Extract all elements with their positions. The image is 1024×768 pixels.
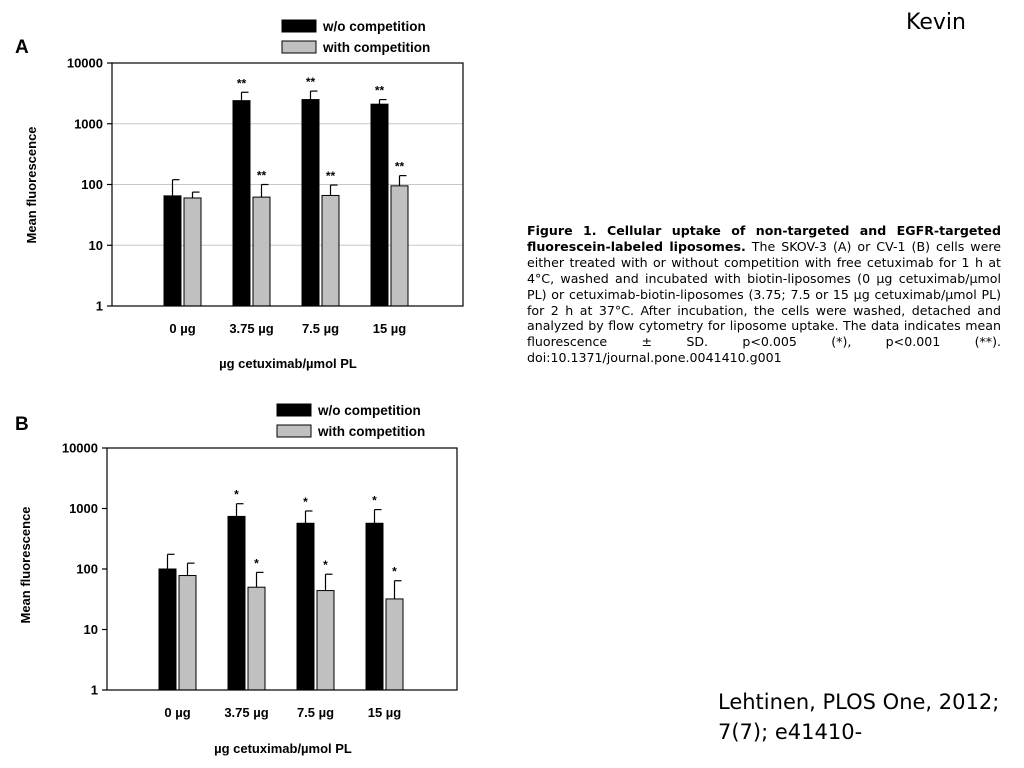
y-tick-label: 100 <box>76 561 98 577</box>
bar <box>233 101 250 306</box>
legend <box>282 19 430 55</box>
x-tick-label: 0 µg <box>169 321 196 336</box>
legend-swatch-series-2 <box>282 41 316 53</box>
significance-label: ** <box>305 75 316 90</box>
x-tick-label: 3.75 µg <box>224 705 269 720</box>
bar <box>366 523 383 690</box>
legend-swatch-series-2 <box>277 425 311 437</box>
bar <box>248 587 265 690</box>
x-tick-label: 0 µg <box>164 705 191 720</box>
bar <box>386 599 403 690</box>
caption-body: The SKOV-3 (A) or CV-1 (B) cells were either treated with or without competition with free cetuximab for 1 h at 4°C, washed and incubated with biotin-liposomes (0 µg cetuximab/µmol PL) or cetuximab-biotin-liposomes (3.75; 7.5 or 15 µg cetuximab/µmol PL) for 2 h at 37°C. After incubation, the cells were washed, detached and analyzed by flow cytometry for liposome uptake. The data indicates mean fluorescence ± SD. p<0.005 (*), p<0.001 (**). doi:10.1371/journal.pone.0041410.g001 <box>527 238 1001 366</box>
significance-label: * <box>234 487 239 502</box>
bar <box>322 195 339 306</box>
y-tick-label: 100 <box>81 177 103 192</box>
significance-label: ** <box>256 168 267 183</box>
bar <box>228 516 245 690</box>
significance-label: ** <box>374 83 385 98</box>
legend-swatch-series-1 <box>277 404 311 416</box>
plot-area <box>62 441 457 721</box>
bar <box>164 196 181 306</box>
y-tick-label: 1 <box>90 682 98 698</box>
significance-label: ** <box>394 159 405 174</box>
significance-label: * <box>372 493 377 508</box>
y-tick-label: 10 <box>88 237 103 253</box>
legend-label-series-2: with competition <box>323 40 431 55</box>
significance-label: * <box>323 558 328 573</box>
panel-label-b: B <box>15 414 29 435</box>
bar <box>302 100 319 306</box>
x-tick-label: 7.5 µg <box>301 321 340 336</box>
figure-caption <box>527 223 1001 366</box>
legend <box>277 403 425 439</box>
x-tick-label: 3.75 µg <box>229 321 274 336</box>
bar <box>179 576 196 690</box>
legend-swatch-series-1 <box>282 20 316 32</box>
citation: Lehtinen, PLOS One, 2012; 7(7); e41410- <box>718 690 1000 744</box>
significance-label: ** <box>325 169 336 184</box>
legend-label-series-2: with competition <box>318 424 426 439</box>
y-axis-title: Mean fluorescence <box>24 126 39 244</box>
y-tick-label: 1 <box>95 298 103 314</box>
x-tick-label: 15 µg <box>367 705 402 720</box>
chart-panel-a <box>0 0 520 380</box>
legend-label-series-1: w/o competition <box>318 403 421 418</box>
bar <box>297 523 314 690</box>
plot-area <box>67 56 463 337</box>
significance-label: * <box>392 564 397 579</box>
bar <box>391 186 408 306</box>
y-axis-title: Mean fluorescence <box>18 506 33 624</box>
y-tick-label: 1000 <box>69 501 98 516</box>
y-tick-label: 10000 <box>61 440 98 456</box>
significance-label: * <box>254 556 259 571</box>
legend-label-series-1: w/o competition <box>323 19 426 34</box>
bar <box>159 569 176 690</box>
bar <box>184 198 201 306</box>
caption-title: Figure 1. Cellular uptake of non-targeted and EGFR-targeted fluorescein-labeled liposomes. <box>527 223 1001 254</box>
y-tick-label: 10 <box>83 622 98 637</box>
significance-label: * <box>303 494 308 509</box>
y-tick-label: 10000 <box>66 55 103 71</box>
x-axis-title: µg cetuximab/µmol PL <box>214 741 352 756</box>
bar <box>317 591 334 690</box>
author-name: Kevin <box>906 10 966 35</box>
bar <box>253 197 270 306</box>
chart-panel-b <box>0 395 520 768</box>
x-tick-label: 15 µg <box>372 321 407 336</box>
significance-label: ** <box>236 76 247 91</box>
y-tick-label: 1000 <box>74 116 103 132</box>
panel-label-a: A <box>15 37 29 58</box>
x-axis-title: µg cetuximab/µmol PL <box>219 356 357 371</box>
bar <box>371 104 388 306</box>
x-tick-label: 7.5 µg <box>296 705 335 720</box>
